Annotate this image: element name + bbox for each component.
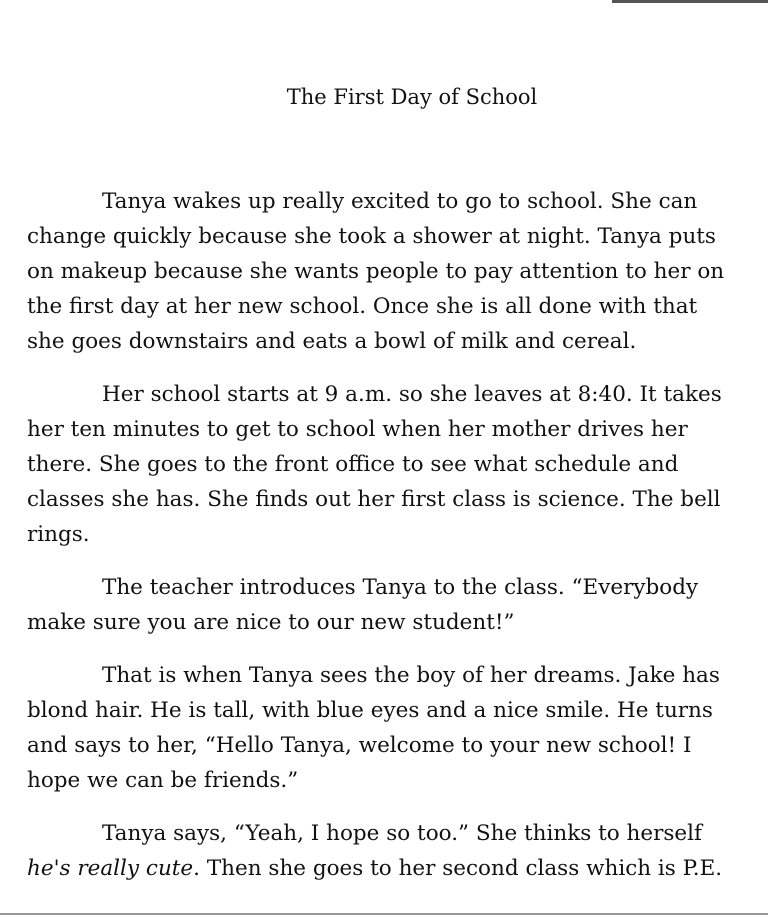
paragraph-1: Tanya wakes up really excited to go to school. She can change quickly because she took a shower at night. Tanya puts on makeup because she wants people to pay attention to her on the first day at her new school. Once she is all done with that she goes downstairs and eats a bowl of milk and cereal. [27, 189, 725, 354]
document-title: The First Day of School [286, 85, 538, 109]
paragraph-3: The teacher introduces Tanya to the class. “Everybody make sure you are nice to our new student!” [27, 575, 699, 635]
top-edge-line [612, 0, 768, 3]
paragraph-4: That is when Tanya sees the boy of her dreams. Jake has blond hair. He is tall, with blue eyes and a nice smile. He turns and says to her, “Hello Tanya, welcome to your new school! I hope we can be friends.” [27, 663, 720, 793]
document-body [27, 184, 741, 886]
paragraph-5 [27, 816, 741, 886]
paragraph-5-text-end: . Then she goes to her second class which is P.E. [193, 856, 723, 881]
paragraph-2: Her school starts at 9 a.m. so she leaves at 8:40. It takes her ten minutes to get to school when her mother drives her there. She goes to the front office to see what schedule and classes she has. She finds out her first class is science. The bell rings. [27, 382, 722, 547]
paragraph-5-text-start: Tanya says, “Yeah, I hope so too.” She thinks to herself [102, 821, 702, 846]
bottom-edge-line [0, 913, 768, 915]
paragraph-5-italic-text: he's really cute [27, 856, 194, 881]
